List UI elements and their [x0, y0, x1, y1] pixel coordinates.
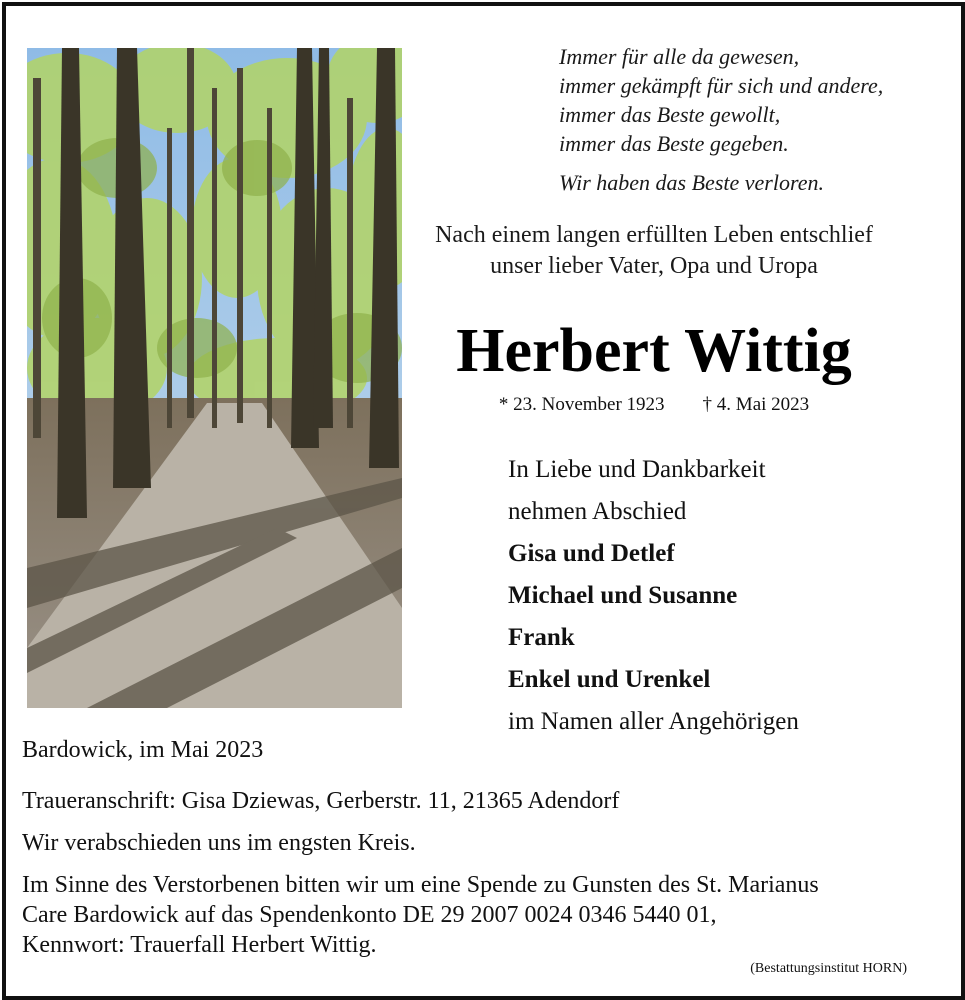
farewell-note: Wir verabschieden uns im engsten Kreis.: [22, 830, 416, 856]
mourning-address: Traueranschrift: Gisa Dziewas, Gerberstr. 11, 21365 Adendorf: [22, 788, 620, 814]
place-date: Bardowick, im Mai 2023: [22, 737, 264, 763]
mourners-block: [508, 449, 948, 743]
donation-line-1: Im Sinne des Verstorbenen bitten wir um eine Spende zu Gunsten des St. Marianus: [22, 872, 819, 898]
life-dates: [404, 393, 904, 417]
mourners-intro-1: In Liebe und Dankbarkeit: [508, 456, 766, 483]
poem-line: immer das Beste gewollt,: [559, 102, 781, 127]
donation-line-2: Care Bardowick auf das Spendenkonto DE 29 2007 0024 0346 5440 01,: [22, 902, 717, 928]
poem-closing: Wir haben das Beste verloren.: [559, 170, 824, 195]
donation-line-3: Kennwort: Trauerfall Herbert Wittig.: [22, 932, 377, 958]
mourner-name: Frank: [508, 624, 575, 651]
poem-line: immer gekämpft für sich und andere,: [559, 73, 884, 98]
death-date: † 4. Mai 2023: [702, 394, 810, 415]
forest-illustration: [27, 48, 402, 708]
mourner-name: Enkel und Urenkel: [508, 666, 711, 693]
mourners-intro-2: nehmen Abschied: [508, 498, 687, 525]
memorial-poem: [559, 42, 954, 197]
announcement-intro: [404, 220, 904, 282]
undertaker-credit: (Bestattungsinstitut HORN): [750, 961, 907, 976]
intro-line-1: Nach einem langen erfüllten Leben entschlief: [435, 222, 873, 248]
forest-path-photo: [27, 48, 402, 708]
birth-date: * 23. November 1923: [498, 394, 665, 415]
mourner-name: Michael und Susanne: [508, 582, 738, 609]
deceased-name: Herbert Wittig: [456, 317, 852, 385]
poem-line: immer das Beste gegeben.: [559, 131, 789, 156]
poem-line: Immer für alle da gewesen,: [559, 44, 800, 69]
mourners-outro: im Namen aller Angehörigen: [508, 708, 799, 735]
donation-request: [22, 870, 942, 960]
mourner-name: Gisa und Detlef: [508, 540, 675, 567]
intro-line-2: unser lieber Vater, Opa und Uropa: [490, 253, 818, 279]
